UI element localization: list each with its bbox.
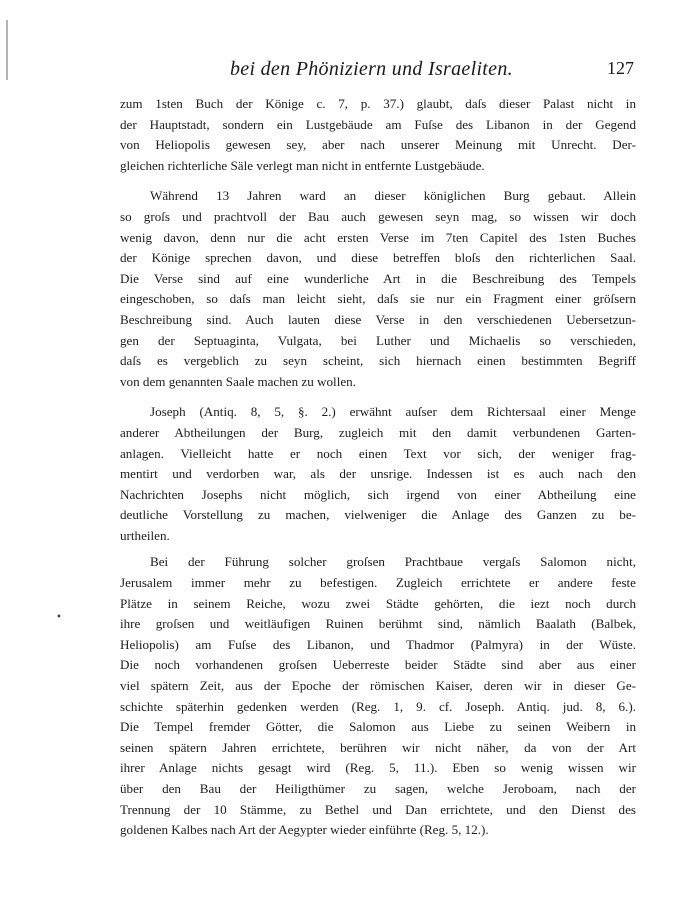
text-line: Die Verse sind auf eine wunderliche Art in die Beschreibung des Tempels	[120, 270, 636, 286]
text-line: schichte späterhin gedenken werden (Reg. 1, 9. cf. Joseph. Antiq. jud. 8, 6.).	[120, 698, 636, 714]
text-line: deutliche Vorstellung zu machen, vielweniger die Anlage des Ganzen zu be-	[120, 507, 636, 523]
page-header	[120, 56, 640, 88]
text-line: Beschreibung sind. Auch lauten diese Verse in den verschiedenen Uebersetzun-	[120, 311, 636, 327]
text-line: über den Bau der Heiligthümer zu sagen, welche Jeroboam, nach der	[120, 781, 636, 796]
text-line: der Könige sprechen davon, und diese betreffen bloſs den richterlichen Saal.	[120, 250, 636, 266]
paragraph-2	[120, 186, 636, 392]
text-line: eingeschoben, so daſs man leicht sieht, daſs sie nur ein Fragment einer gröſsern	[120, 291, 636, 307]
text-line: Joseph (Antiq. 8, 5, §. 2.) erwähnt auſser dem Richtersaal einer Menge	[150, 404, 636, 420]
text-line: zum 1sten Buch der Könige c. 7, p. 37.) glaubt, daſs dieser Palast nicht in	[120, 96, 636, 111]
text-line: ihrer Anlage nichts gesagt wird (Reg. 5, 11.). Eben so wenig wissen wir	[120, 760, 636, 776]
text-line: seinen spätern Jahren errichtete, berühren wir nicht näher, da von der Art	[120, 739, 636, 755]
text-line: goldenen Kalbes nach Art der Aegypter wieder einführte (Reg. 5, 12.).	[120, 822, 489, 838]
text-line: gen der Septuaginta, Vulgata, bei Luther und Michaelis so verschieden,	[120, 332, 636, 348]
running-title: bei den Phöniziern und Israeliten.	[230, 58, 513, 80]
text-line: Die noch vorhandenen groſsen Ueberreste beider Städte sind aber aus einer	[120, 657, 636, 673]
text-line: daſs es vergeblich zu seyn scheint, sich hiernach einen bestimmten Begriff	[120, 353, 636, 369]
text-line: anlagen. Vielleicht hatte er noch einen Text vor sich, der weniger frag-	[120, 445, 636, 461]
text-line: wenig davon, denn nur die acht ersten Verse im 7ten Capitel des 1sten Buches	[120, 229, 636, 245]
margin-mark: •	[56, 612, 62, 623]
text-line: der Hauptstadt, sondern ein Lustgebäude am Fuſse des Libanon in der Gegend	[120, 116, 636, 132]
text-line: anderer Abtheilungen der Burg, zugleich mit den damit verbundenen Garten-	[120, 424, 636, 440]
text-line: Jerusalem immer mehr zu befestigen. Zugleich errichtete er andere feste	[120, 575, 636, 591]
text-line: Bei der Führung solcher groſsen Prachtbaue vergaſs Salomon nicht,	[150, 554, 636, 570]
paragraph-3	[120, 402, 636, 546]
text-line: Während 13 Jahren ward an dieser königlichen Burg gebaut. Allein	[150, 188, 636, 204]
text-line: Heliopolis) am Fuſse des Libanon, und Thadmor (Palmyra) in der Wüste.	[120, 636, 636, 652]
text-line: Die Tempel fremder Götter, die Salomon aus Liebe zu seinen Weibern in	[120, 719, 636, 735]
text-line: mentirt und verdorben war, als der unsrige. Indessen ist es auch nach den	[120, 466, 636, 482]
text-line: viel spätern Zeit, aus der Epoche der römischen Kaiser, deren wir in dieser Ge-	[120, 678, 636, 694]
text-line: von Heliopolis gewesen sey, aber nach unserer Meinung mit Unrecht. Der-	[120, 137, 636, 153]
page-edge-shadow	[6, 20, 8, 80]
text-line: ihre groſsen und weitläufigen Ruinen berühmt sind, nämlich Baalath (Balbek,	[120, 616, 636, 632]
text-line: gleichen richterliche Säle verlegt man nicht in entfernte Lustgebäude.	[120, 157, 485, 173]
text-line: Nachrichten Josephs nicht möglich, sich irgend von einer Abtheilung eine	[120, 486, 636, 502]
text-line: Plätze in seinem Reiche, wozu zwei Städte gehörten, die iezt noch durch	[120, 595, 636, 611]
text-line: so groſs und prachtvoll der Bau auch gewesen seyn mag, so wissen wir doch	[120, 208, 636, 224]
text-line: Trennung der 10 Stämme, zu Bethel und Dan errichtete, und den Dienst des	[120, 801, 636, 817]
paragraph-1	[120, 94, 636, 176]
text-line: urtheilen.	[120, 527, 170, 543]
page-number: 127	[607, 58, 634, 78]
body-text	[120, 94, 636, 841]
paragraph-4	[120, 552, 636, 840]
text-line: von dem genannten Saale machen zu wollen.	[120, 373, 356, 389]
